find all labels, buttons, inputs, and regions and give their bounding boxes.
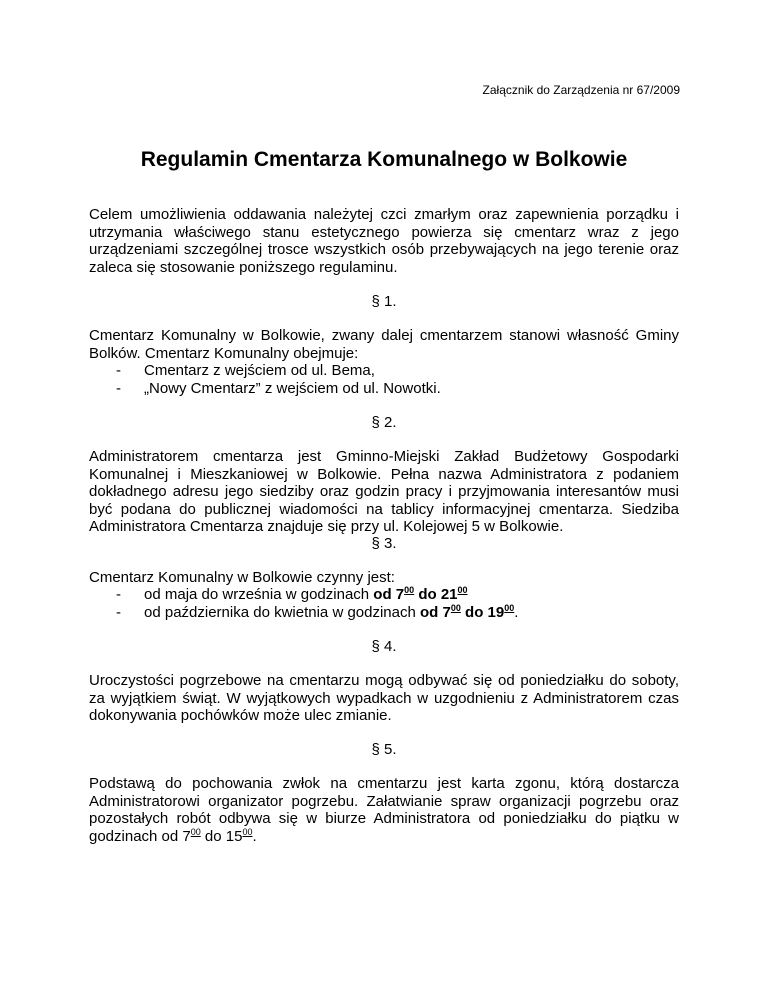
annex-reference: Załącznik do Zarządzenia nr 67/2009	[482, 83, 680, 97]
section-4-heading: § 4.	[371, 638, 397, 655]
section-1-list	[89, 362, 689, 397]
section-5-text: Podstawą do pochowania zwłok na cmentarzu jest karta zgonu, którą dostarcza Administratorowi organizator pogrzebu. Załatwianie spraw organizacji pogrzebu oraz pozostałych robót odbywa się w biurze Administratora od poniedziałku do piątku w godzinach od $7^{00}$ do $15^{00}$.	[89, 775, 679, 845]
section-1-text: Cmentarz Komunalny w Bolkowie, zwany dalej cmentarzem stanowi własność Gminy Bolków. Cmentarz Komunalny obejmuje:	[89, 327, 679, 362]
section-2-text: Administratorem cmentarza jest Gminno-Miejski Zakład Budżetowy Gospodarki Komunalnej i Mieszkaniowej w Bolkowie. Pełna nazwa Administratora z podaniem dokładnego adresu jego siedziby oraz godzin pracy i przyjmowania interesantów musi być podana do publicznej wiadomości na tablicy informacyjnej cmentarza. Siedziba Administratora Cmentarza znajduje się przy ul. Kolejowej 5 w Bolkowie.	[89, 448, 679, 535]
list-item: - Cmentarz z wejściem od ul. Bema,	[116, 362, 375, 379]
section-3-heading: § 3.	[371, 535, 397, 552]
section-3-list	[89, 586, 689, 621]
list-item: - „Nowy Cmentarz” z wejściem od ul. Nowotki.	[116, 379, 441, 397]
section-4-text: Uroczystości pogrzebowe na cmentarzu mogą odbywać się od poniedziałku do soboty, za wyjątkiem świąt. W wyjątkowych wypadkach w uzgodnieniu z Administratorem czas dokonywania pochówków może ulec zmianie.	[89, 672, 679, 724]
hours-summer: - od maja do września w godzinach od $7^{00}$ do $21^{00}$	[116, 585, 468, 603]
section-3-text: Cmentarz Komunalny w Bolkowie czynny jest:	[89, 569, 395, 586]
document-title: Regulamin Cmentarza Komunalnego w Bolkowie	[140, 148, 628, 171]
intro-paragraph: Celem umożliwienia oddawania należytej czci zmarłym oraz zapewnienia porządku i utrzymania właściwego stanu estetycznego powierza się cmentarz wraz z jego urządzeniami szczególnej trosce wszystkich osób przebywających na jego terenie oraz zaleca się stosowanie poniższego regulaminu.	[89, 206, 679, 276]
hours-winter: - od października do kwietnia w godzinach od $7^{00}$ do $19^{00}$.	[116, 602, 519, 621]
section-2-heading: § 2.	[371, 414, 397, 431]
section-5-heading: § 5.	[371, 741, 397, 758]
section-1-heading: § 1.	[371, 293, 397, 310]
